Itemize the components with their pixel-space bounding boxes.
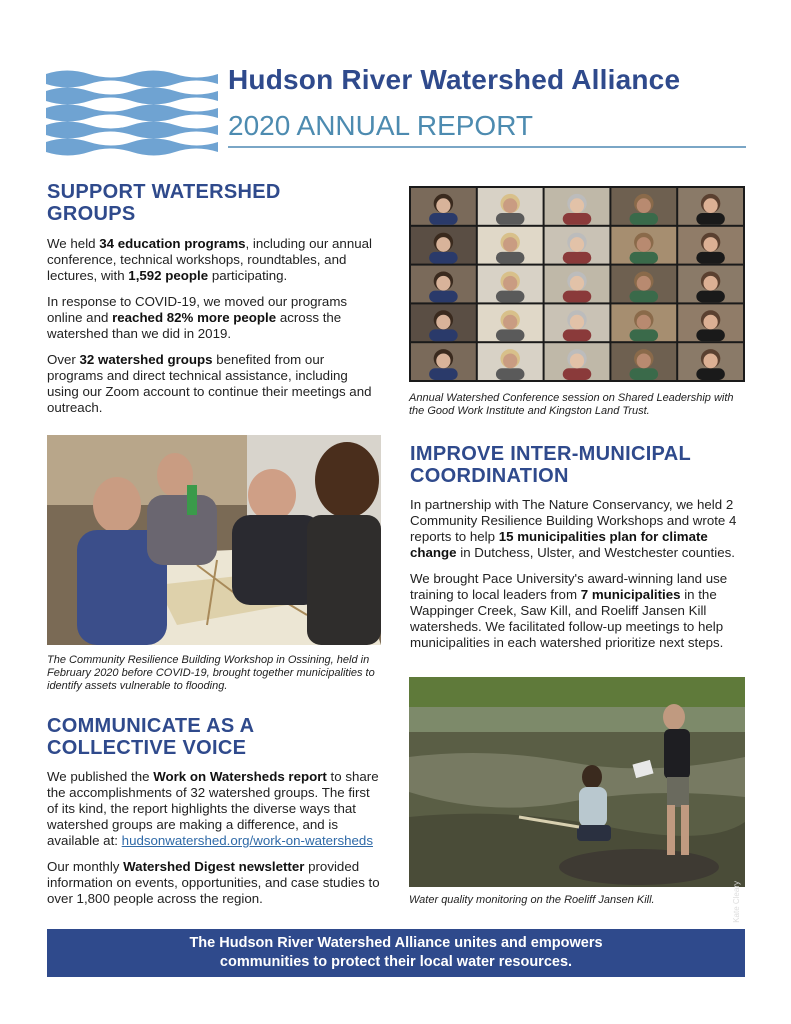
river-photo-caption: Water quality monitoring on the Roeliff Jansen Kill. bbox=[409, 894, 655, 906]
support-paragraph-2: In response to COVID-19, we moved our programs online and reached 82% more people across the watershed than we did in 2019. bbox=[47, 294, 348, 341]
support-paragraph-3: Over 32 watershed groups benefited from our programs and direct technical assistance, including using our Zoom account to continue their meetings and outreach. bbox=[47, 352, 372, 415]
zoom-participant-tile bbox=[611, 188, 676, 225]
zoom-participant-tile bbox=[678, 266, 743, 303]
section-body-improve bbox=[410, 497, 746, 661]
zoom-participant-tile bbox=[411, 266, 476, 303]
support-paragraph-1: We held 34 education programs, including our annual conference, technical workshops, roundtables, and lectures, with 1,592 people participating. bbox=[47, 236, 372, 283]
mission-line-1: The Hudson River Watershed Alliance unites and empowers bbox=[189, 935, 603, 951]
zoom-participant-tile bbox=[611, 343, 676, 380]
zoom-participant-tile bbox=[411, 304, 476, 341]
communicate-paragraph-2: Our monthly Watershed Digest newsletter provided information on events, opportunities, and case studies to over 1,800 people across the region. bbox=[47, 859, 380, 906]
zoom-participant-tile bbox=[478, 304, 543, 341]
zoom-participant-tile bbox=[478, 188, 543, 225]
title-divider bbox=[228, 146, 746, 148]
improve-paragraph-2: We brought Pace University's award-winning land use training to local leaders from 7 municipalities in the Wappinger Creek, Saw Kill, and Roeliff Jansen Kill watersheds. We facilitated follow-up meetings to help municipalities in each watershed prioritize next steps. bbox=[410, 571, 728, 650]
section-body-communicate bbox=[47, 769, 381, 917]
report-title: 2020 ANNUAL REPORT bbox=[228, 110, 534, 141]
work-on-watersheds-link[interactable]: hudsonwatershed.org/work-on-watersheds bbox=[121, 833, 373, 848]
communicate-paragraph-1: We published the Work on Watersheds report to share the accomplishments of 32 watershed groups. The first of its kind, the report highlights the diverse ways that watershed groups are making a difference, and is available at: hudsonwatershed.org/work-on-watersheds bbox=[47, 769, 379, 848]
zoom-participant-tile bbox=[411, 227, 476, 264]
zoom-participant-tile bbox=[611, 266, 676, 303]
zoom-participant-tile bbox=[478, 266, 543, 303]
zoom-participant-tile bbox=[678, 343, 743, 380]
zoom-participant-tile bbox=[611, 227, 676, 264]
zoom-participant-tile bbox=[678, 304, 743, 341]
mission-banner bbox=[47, 929, 745, 977]
photo-credit: Kate Cleary bbox=[732, 881, 741, 923]
zoom-participant-tile bbox=[678, 227, 743, 264]
zoom-participant-tile bbox=[411, 343, 476, 380]
zoom-conference-photo bbox=[409, 186, 745, 382]
section-heading-improve: IMPROVE INTER-MUNICIPAL COORDINATION bbox=[410, 443, 691, 487]
improve-paragraph-1: In partnership with The Nature Conservancy, we held 2 Community Resilience Building Workshops and wrote 4 reports to help 15 municipalities plan for climate change in Dutchess, Ulster, and Westchester counties. bbox=[410, 497, 737, 560]
zoom-participant-tile bbox=[545, 343, 610, 380]
zoom-participant-tile bbox=[411, 188, 476, 225]
mission-line-2: communities to protect their local water resources. bbox=[219, 954, 573, 970]
zoom-participant-tile bbox=[478, 227, 543, 264]
zoom-participant-tile bbox=[545, 188, 610, 225]
zoom-participant-tile bbox=[545, 266, 610, 303]
zoom-participant-tile bbox=[545, 304, 610, 341]
zoom-participant-tile bbox=[545, 227, 610, 264]
zoom-participant-tile bbox=[611, 304, 676, 341]
wave-logo bbox=[46, 70, 218, 156]
section-heading-communicate: COMMUNICATE AS A COLLECTIVE VOICE bbox=[47, 715, 254, 759]
org-name: Hudson River Watershed Alliance bbox=[228, 64, 681, 95]
section-body-support bbox=[47, 236, 379, 426]
workshop-photo bbox=[47, 435, 381, 645]
workshop-photo-caption: The Community Resilience Building Workshop in Ossining, held in February 2020 before COVID-19, brought together municipalities to identify assets vulnerable to flooding. bbox=[47, 654, 375, 692]
zoom-participant-tile bbox=[678, 188, 743, 225]
zoom-photo-caption: Annual Watershed Conference session on Shared Leadership with the Good Work Institute and Kingston Land Trust. bbox=[409, 392, 734, 417]
zoom-participant-tile bbox=[478, 343, 543, 380]
section-heading-support: SUPPORT WATERSHED GROUPS bbox=[47, 181, 281, 225]
